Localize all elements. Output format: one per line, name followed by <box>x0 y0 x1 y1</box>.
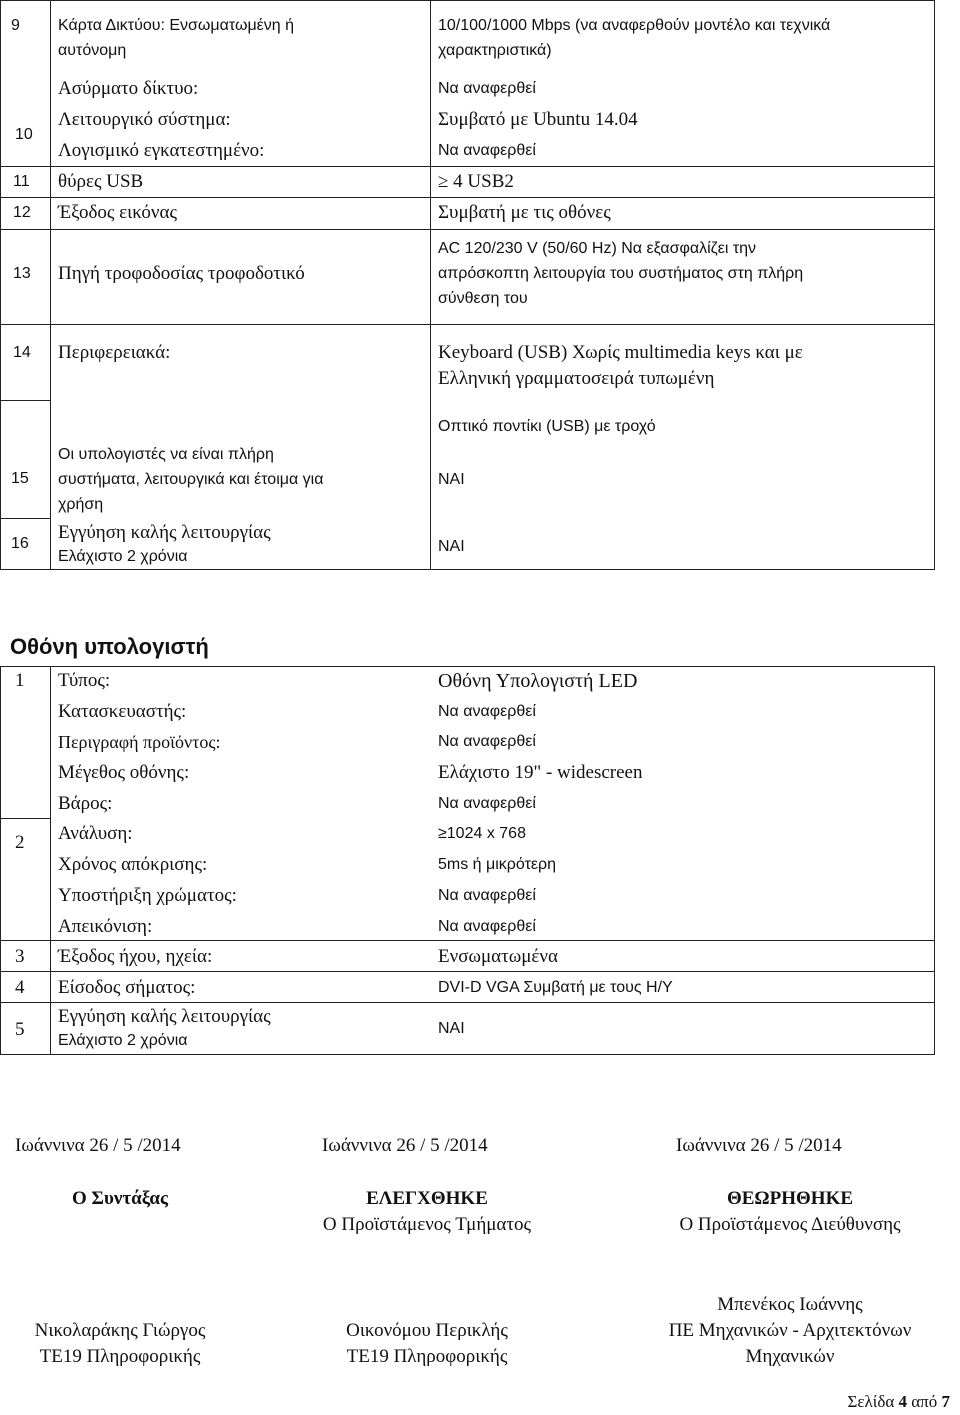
row-number: 11 <box>13 173 30 190</box>
spec-value: Να αναφερθεί <box>438 142 536 159</box>
row-number: 14 <box>13 344 31 361</box>
spec-value: ΝΑΙ <box>438 538 465 555</box>
signatory-title: ΤΕ19 Πληροφορικής <box>39 1346 201 1367</box>
spec-value: Ελάχιστο 19" - widescreen <box>438 762 643 783</box>
spec-label: Χρόνος απόκρισης: <box>58 854 208 875</box>
spec-label: Πηγή τροφοδοσίας τροφοδοτικό <box>58 263 305 284</box>
spec-label: Κάρτα Δικτύου: Ενσωματωμένη ή <box>58 17 295 34</box>
signature-date: Ιωάννινα 26 / 5 /2014 <box>322 1135 488 1156</box>
row-number: 9 <box>11 17 20 34</box>
spec-value: Οθόνη Υπολογιστή LED <box>438 670 638 692</box>
signature-date: Ιωάννινα 26 / 5 /2014 <box>15 1135 181 1156</box>
spec-label: Ελάχιστο 2 χρόνια <box>58 548 188 565</box>
spec-label: Απεικόνιση: <box>58 916 153 937</box>
spec-value: Keyboard (USB) Χωρίς multimedia keys και με <box>438 342 803 363</box>
signature-date: Ιωάννινα 26 / 5 /2014 <box>676 1135 842 1156</box>
spec-value: ΝΑΙ <box>438 1020 465 1037</box>
page-label: Σελίδα <box>847 1392 895 1411</box>
signature-role: ΘΕΩΡΗΘΗΚΕ <box>726 1188 854 1209</box>
spec-value: απρόσκοπτη λειτουργία του συστήματος στη πλήρη <box>438 265 804 282</box>
spec-label: Κατασκευαστής: <box>58 701 187 722</box>
spec-label: Έξοδος εικόνας <box>58 202 177 223</box>
current-page: 4 <box>898 1392 907 1411</box>
spec-label: Περιφερειακά: <box>58 342 171 363</box>
signature-role: Ο Συντάξας <box>72 1188 168 1209</box>
spec-value: Να αναφερθεί <box>438 887 536 904</box>
spec-value: σύνθεση του <box>438 290 528 307</box>
spec-label: Βάρος: <box>58 793 113 814</box>
row-number: 15 <box>11 470 29 487</box>
spec-value: ≥1024 x 768 <box>438 825 526 842</box>
spec-value: Συμβατή με τις οθόνες <box>438 202 611 223</box>
spec-value: Να αναφερθεί <box>438 80 536 97</box>
row-number: 5 <box>15 1019 25 1040</box>
of-label: από <box>911 1392 938 1411</box>
spec-label: Ασύρματο δίκτυο: <box>58 78 199 99</box>
spec-value: Ενσωματωμένα <box>438 946 558 967</box>
row-number: 13 <box>13 265 31 282</box>
spec-value: 10/100/1000 Mbps (να αναφερθούν μοντέλο και τεχνικά <box>438 17 831 34</box>
row-number: 10 <box>15 126 33 143</box>
spec-value: DVI-D VGA Συμβατή με τους Η/Υ <box>438 979 673 996</box>
spec-value: 5ms ή μικρότερη <box>438 856 557 873</box>
spec-label: Οι υπολογιστές να είναι πλήρη <box>58 446 274 463</box>
row-number: 2 <box>15 832 25 853</box>
spec-value: ≥ 4 USB2 <box>438 171 514 192</box>
signatory-name: Μπενέκος Ιωάννης <box>717 1294 863 1315</box>
spec-label: Ανάλυση: <box>58 823 133 844</box>
row-number: 16 <box>11 535 29 552</box>
spec-value: χαρακτηριστικά) <box>438 42 552 59</box>
total-pages: 7 <box>941 1392 950 1411</box>
spec-label: Έξοδος ήχου, ηχεία: <box>58 946 213 967</box>
row-number: 1 <box>15 670 25 691</box>
spec-label: Εγγύηση καλής λειτουργίας <box>58 1006 271 1027</box>
spec-label: Λειτουργικό σύστημα: <box>58 109 231 130</box>
spec-value: Οπτικό ποντίκι (USB) με τροχό <box>438 418 656 435</box>
signatory-name: Νικολαράκης Γιώργος <box>34 1320 206 1341</box>
signature-subrole: Ο Προϊστάμενος Τμήματος <box>322 1214 532 1235</box>
signatory-title: ΤΕ19 Πληροφορικής <box>346 1346 508 1367</box>
signature-role: ΕΛΕΓΧΘΗΚΕ <box>366 1188 488 1209</box>
spec-label: Τύπος: <box>58 670 111 691</box>
page-number <box>847 1392 950 1412</box>
spec-label: Ελάχιστο 2 χρόνια <box>58 1032 188 1049</box>
spec-label: Περιγραφή προϊόντος: <box>58 732 221 752</box>
spec-value: Να αναφερθεί <box>438 733 536 750</box>
signatory-name: Οικονόμου Περικλής <box>346 1320 508 1341</box>
spec-value: AC 120/230 V (50/60 Hz) Να εξασφαλίζει την <box>438 240 757 257</box>
row-number: 3 <box>15 946 25 967</box>
spec-label: συστήματα, λειτουργικά και έτοιμα για <box>58 471 324 488</box>
spec-label: Εγγύηση καλής λειτουργίας <box>58 522 271 543</box>
spec-value: ΝΑΙ <box>438 471 465 488</box>
signatory-title: Μηχανικών <box>745 1346 835 1367</box>
spec-value: Ελληνική γραμματοσειρά τυπωμένη <box>438 368 715 389</box>
spec-label: χρήση <box>58 496 104 513</box>
spec-label: Μέγεθος οθόνης: <box>58 762 190 783</box>
spec-value: Να αναφερθεί <box>438 918 536 935</box>
signatory-title: ΠΕ Μηχανικών - Αρχιτεκτόνων <box>668 1320 912 1341</box>
spec-label: θύρες USB <box>58 171 144 192</box>
spec-label: Λογισμικό εγκατεστημένο: <box>58 140 265 161</box>
row-number: 4 <box>15 977 25 998</box>
signature-subrole: Ο Προϊστάμενος Διεύθυνσης <box>679 1214 901 1235</box>
section-title: Οθόνη υπολογιστή <box>10 634 209 659</box>
spec-label: Είσοδος σήματος: <box>58 977 196 998</box>
spec-label: Υποστήριξη χρώματος: <box>58 885 237 906</box>
row-number: 12 <box>13 204 31 221</box>
spec-label: αυτόνομη <box>58 42 127 59</box>
spec-value: Να αναφερθεί <box>438 703 536 720</box>
spec-value: Να αναφερθεί <box>438 795 536 812</box>
spec-value: Συμβατό με Ubuntu 14.04 <box>438 109 638 130</box>
